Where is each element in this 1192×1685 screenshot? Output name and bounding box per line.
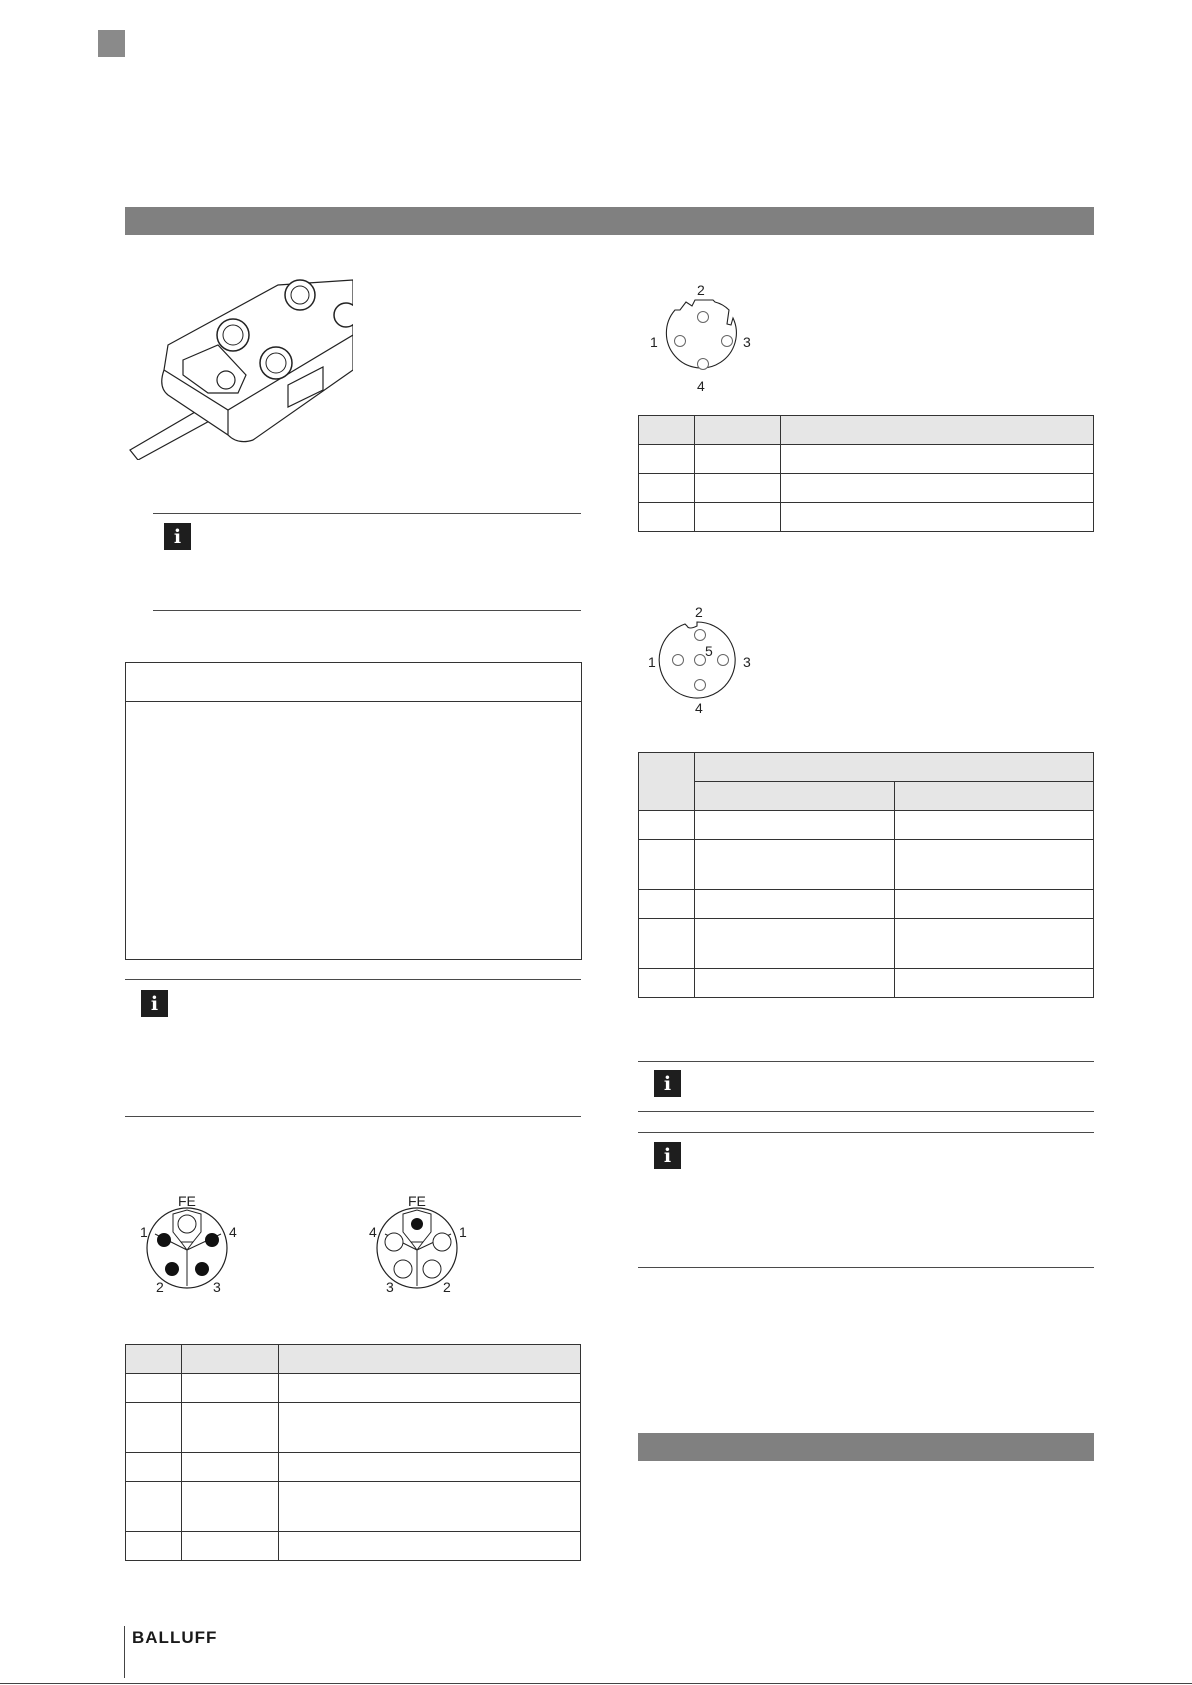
table-header-row <box>639 753 1094 782</box>
pin-label-2: 2 <box>697 282 705 298</box>
brand-logo: BALLUFF <box>132 1628 218 1647</box>
table-row <box>126 1374 581 1403</box>
pin-label-fe: FE <box>408 1193 426 1209</box>
info-rule-bottom-3 <box>638 1111 1094 1112</box>
table-row <box>126 1532 581 1561</box>
pin-label-1: 1 <box>650 334 658 350</box>
section-bar-bottom <box>638 1433 1094 1461</box>
table-row <box>639 840 1094 890</box>
footer-bottom-line <box>0 1683 1192 1684</box>
info-icon: i <box>141 990 168 1017</box>
table-row <box>126 1453 581 1482</box>
table-row <box>639 474 1094 503</box>
info-rule-bottom-4 <box>638 1267 1094 1268</box>
pin-label-3: 3 <box>386 1279 394 1292</box>
pin-label-2: 2 <box>695 604 703 620</box>
table-header-row <box>639 416 1094 445</box>
info-rule-top-3 <box>638 1061 1094 1062</box>
table-subheader-row <box>639 782 1094 811</box>
info-rule-bottom-1 <box>153 610 581 611</box>
section-bar-top <box>125 207 1094 235</box>
info-rule-top-4 <box>638 1132 1094 1133</box>
footer-left-mark <box>124 1626 125 1678</box>
connector-4pin-diagram <box>645 280 755 395</box>
info-rule-top-2 <box>125 979 581 980</box>
pin-label-1: 1 <box>140 1224 148 1240</box>
pin-label-2: 2 <box>156 1279 164 1292</box>
pinout-table-4pin <box>638 415 1094 532</box>
pin-label-3: 3 <box>743 654 751 670</box>
info-icon: i <box>654 1142 681 1169</box>
info-rule-top-1 <box>153 513 581 514</box>
pin-label-4: 4 <box>369 1224 377 1240</box>
header-square <box>98 30 125 57</box>
pin-label-1: 1 <box>459 1224 467 1240</box>
table-header-row <box>126 1345 581 1374</box>
pin-label-4: 4 <box>697 378 705 394</box>
table-row <box>126 1403 581 1453</box>
pin-label-2: 2 <box>443 1279 451 1292</box>
power-connector-female-diagram <box>365 1192 475 1292</box>
pin-label-4: 4 <box>695 700 703 716</box>
table-row <box>639 503 1094 532</box>
table-row <box>639 890 1094 919</box>
info-rule-bottom-2 <box>125 1116 581 1117</box>
table-row <box>639 919 1094 969</box>
info-icon: i <box>654 1070 681 1097</box>
info-icon: i <box>164 523 191 550</box>
connector-5pin-diagram <box>645 600 755 720</box>
table-row <box>639 969 1094 998</box>
pinout-table-5pin <box>638 752 1094 998</box>
pin-label-fe: FE <box>178 1193 196 1209</box>
module-illustration <box>128 275 353 460</box>
content-frame-divider <box>125 701 581 702</box>
pin-label-1: 1 <box>648 654 656 670</box>
power-pinout-table <box>125 1344 581 1561</box>
pin-label-3: 3 <box>213 1279 221 1292</box>
content-frame <box>125 662 582 960</box>
table-row <box>639 811 1094 840</box>
pin-label-4: 4 <box>229 1224 237 1240</box>
pin-label-5: 5 <box>705 643 713 659</box>
pin-label-3: 3 <box>743 334 751 350</box>
table-row <box>639 445 1094 474</box>
table-row <box>126 1482 581 1532</box>
power-connector-male-diagram <box>135 1192 245 1292</box>
